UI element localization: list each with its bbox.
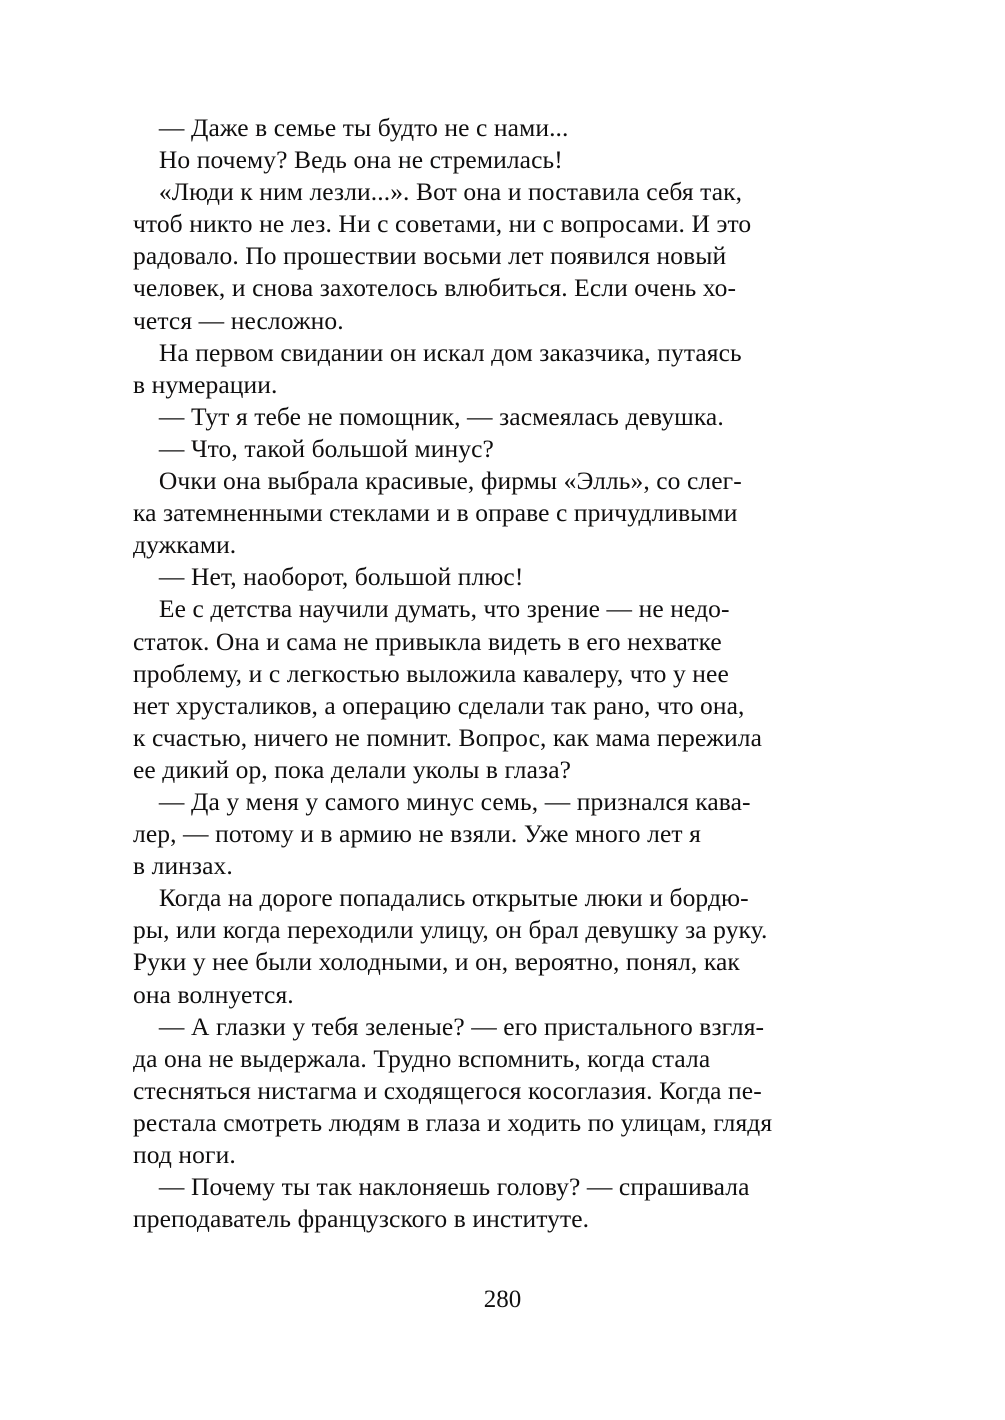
text-line: преподаватель французского в институте. (133, 1204, 590, 1234)
page-text-body (133, 112, 871, 1235)
text-line: — Почему ты так наклоняешь голову? — спрашивала (133, 1172, 750, 1202)
text-line: к счастью, ничего не помнит. Вопрос, как мама пережила (133, 722, 763, 752)
text-line: под ноги. (133, 1140, 236, 1169)
page-number: 280 (483, 1286, 522, 1313)
text-line: — Нет, наоборот, большой плюс! (133, 562, 524, 592)
text-line: чется — несложно. (133, 305, 344, 335)
text-line: Руки у нее были холодными, и он, вероятно, понял, как (133, 947, 740, 977)
text-line: — Тут я тебе не помощник, — засмеялась девушка. (133, 401, 724, 431)
text-line: в линзах. (133, 851, 233, 881)
text-line: Но почему? Ведь она не стремилась! (133, 145, 563, 175)
text-line: Ее с детства научили думать, что зрение — не недо- (133, 594, 730, 624)
text-line: «Люди к ним лезли...». Вот она и поставила себя так, (133, 177, 743, 207)
text-line: лер, — потому и в армию не взяли. Уже много лет я (133, 819, 701, 849)
text-line: ее дикий ор, пока делали уколы в глаза? (133, 754, 572, 784)
text-line: ры, или когда переходили улицу, он брал девушку за руку. (133, 915, 768, 945)
text-line: она волнуется. (133, 979, 294, 1009)
text-line: стесняться нистагма и сходящегося косоглазия. Когда пе- (133, 1075, 762, 1105)
text-line: Очки она выбрала красивые, фирмы «Элль», со слег- (133, 466, 742, 496)
text-line: — Даже в семье ты будто не с нами... (133, 113, 569, 142)
text-line: радовало. По прошествии восьми лет появился новый (133, 241, 727, 271)
text-line: — Что, такой большой минус? (133, 433, 494, 463)
text-line: да она не выдержала. Трудно вспомнить, когда стала (133, 1043, 711, 1073)
text-line: нет хрусталиков, а операцию сделали так рано, что она, (133, 690, 745, 720)
text-line: рестала смотреть людям в глаза и ходить по улицам, глядя (133, 1107, 773, 1137)
text-line: в нумерации. (133, 369, 278, 399)
text-line: На первом свидании он искал дом заказчика, путаясь (133, 337, 742, 367)
text-line: — А глазки у тебя зеленые? — его пристального взгля- (133, 1011, 765, 1041)
text-line: проблему, и с легкостью выложила кавалеру, что у нее (133, 658, 729, 688)
text-line: чтоб никто не лез. Ни с советами, ни с вопросами. И это (133, 209, 752, 239)
text-line: ка затемненными стеклами и в оправе с причудливыми (133, 498, 738, 528)
text-line: статок. Она и сама не привыкла видеть в его нехватке (133, 626, 722, 656)
text-line: — Да у меня у самого минус семь, — признался кава- (133, 786, 751, 816)
text-line: дужками. (133, 530, 237, 560)
text-line: Когда на дороге попадались открытые люки и бордю- (133, 883, 749, 913)
text-line: человек, и снова захотелось влюбиться. Если очень хо- (133, 273, 737, 303)
